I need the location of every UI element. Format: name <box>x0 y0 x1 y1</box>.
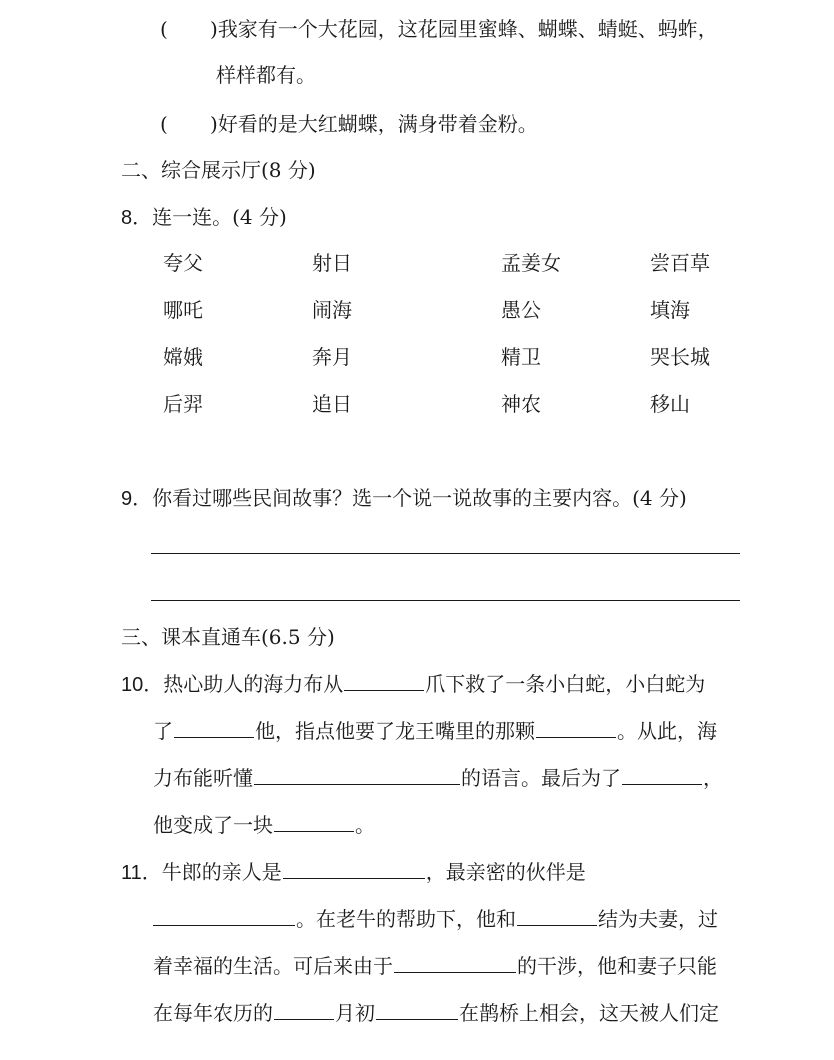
question-text: 在鹊桥上相会，这天被人们定 <box>459 1001 719 1025</box>
question-text: 月初 <box>335 1001 375 1025</box>
question-text: 的语言。最后为了 <box>461 766 621 790</box>
question-number: 9． <box>121 488 153 510</box>
fill-blank[interactable] <box>394 954 516 973</box>
answer-line[interactable] <box>151 600 740 601</box>
fill-blank[interactable] <box>376 1001 458 1020</box>
question-text: 了 <box>153 719 173 743</box>
question-text: ， <box>703 766 723 790</box>
section-2-title: 二、综合展示厅(8 分) <box>121 158 316 182</box>
question-text: 在每年农历的 <box>153 1001 273 1025</box>
match-item[interactable]: 精卫 <box>501 345 541 369</box>
match-item[interactable]: 后羿 <box>163 392 203 416</box>
question-text: 热心助人的海力布从 <box>163 672 344 696</box>
fill-blank[interactable] <box>536 719 616 738</box>
match-item[interactable]: 哭长城 <box>650 345 710 369</box>
match-item[interactable]: 闹海 <box>312 298 352 322</box>
fill-blank[interactable] <box>274 813 354 832</box>
fill-blank[interactable] <box>344 672 424 691</box>
fill-blank[interactable] <box>622 766 702 785</box>
question-10-line-1 <box>121 670 705 699</box>
question-text: 他，指点他要了龙王嘴里的那颗 <box>255 719 535 743</box>
question-10-line-4 <box>153 811 375 839</box>
question-text: 着幸福的生活。可后来由于 <box>153 954 393 978</box>
question-text: 。 <box>355 813 375 837</box>
match-item[interactable]: 移山 <box>650 392 690 416</box>
question-10-line-3 <box>153 764 723 792</box>
fill-blank[interactable] <box>517 907 597 926</box>
question-text: 牛郎的亲人是 <box>161 860 282 884</box>
question-text: 爪下救了一条小白蛇，小白蛇为 <box>425 672 706 696</box>
q7-option-1-continued: 样样都有。 <box>216 63 316 87</box>
match-item[interactable]: 射日 <box>312 251 352 275</box>
q7-option-1 <box>160 15 718 43</box>
question-11-line-1 <box>121 858 586 887</box>
question-9 <box>121 484 687 513</box>
question-text: 他变成了一块 <box>153 813 273 837</box>
fill-blank[interactable] <box>283 860 425 879</box>
q7-option-2 <box>160 110 538 138</box>
fill-blank[interactable] <box>153 907 295 926</box>
question-11-line-2 <box>153 905 718 933</box>
question-text: 结为夫妻，过 <box>598 907 718 931</box>
question-number: 11． <box>121 862 162 884</box>
match-item[interactable]: 尝百草 <box>650 251 710 275</box>
paren-close: ) <box>210 112 218 136</box>
fill-blank[interactable] <box>254 766 460 785</box>
question-text: 你看过哪些民间故事？选一个说一说故事的主要内容。(4 分) <box>152 486 687 510</box>
match-item[interactable]: 奔月 <box>312 345 352 369</box>
paren-close: ) <box>210 17 218 41</box>
option-text: 好看的是大红蝴蝶，满身带着金粉。 <box>217 112 538 136</box>
match-item[interactable]: 愚公 <box>501 298 541 322</box>
question-8 <box>121 203 287 232</box>
question-text: 。从此，海 <box>617 719 717 743</box>
match-item[interactable]: 填海 <box>650 298 690 322</box>
option-text: 我家有一个大花园，这花园里蜜蜂、蝴蝶、蜻蜓、蚂蚱， <box>217 17 718 41</box>
question-text: ，最亲密的伙伴是 <box>425 860 586 884</box>
match-item[interactable]: 嫦娥 <box>163 345 203 369</box>
question-text: 力布能听懂 <box>153 766 253 790</box>
match-item[interactable]: 夸父 <box>163 251 203 275</box>
match-item[interactable]: 追日 <box>312 392 352 416</box>
answer-paren[interactable]: ( <box>160 17 168 41</box>
match-item[interactable]: 哪吒 <box>163 298 203 322</box>
match-item[interactable]: 神农 <box>501 392 541 416</box>
question-number: 8． <box>121 207 153 229</box>
question-text: 的干涉，他和妻子只能 <box>517 954 717 978</box>
question-text: 连一连。(4 分) <box>152 205 287 229</box>
match-item[interactable]: 孟姜女 <box>501 251 561 275</box>
question-11-line-4 <box>153 999 719 1027</box>
question-number: 10． <box>121 674 164 696</box>
question-text: 。在老牛的帮助下，他和 <box>296 907 516 931</box>
question-10-line-2 <box>153 717 717 745</box>
answer-line[interactable] <box>151 553 740 554</box>
section-3-title: 三、课本直通车(6.5 分) <box>121 625 335 649</box>
fill-blank[interactable] <box>274 1001 334 1020</box>
question-11-line-3 <box>153 952 717 980</box>
answer-paren[interactable]: ( <box>160 112 168 136</box>
fill-blank[interactable] <box>174 719 254 738</box>
